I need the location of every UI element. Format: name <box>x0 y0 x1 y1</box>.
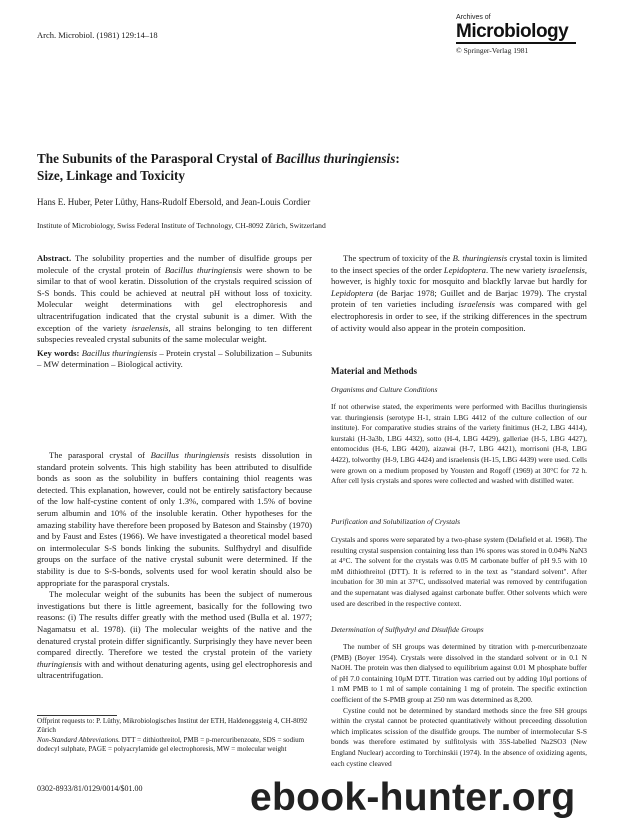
offprint-note: Offprint requests to: P. Lüthy, Mikrobiologisches Institut der ETH, Haldeneggsteig 4, CH-8092 Zürich <box>37 717 308 735</box>
abstract-text: , all strains belonging to ten different subspecies revealed crystal subunits of the same molecular weight. <box>37 322 312 345</box>
abstract-species: israelensis <box>131 322 169 333</box>
logo-rule <box>456 42 576 44</box>
title-line2: Size, Linkage and Toxicity <box>37 168 186 183</box>
logo-subtitle: Archives of <box>456 14 491 21</box>
introduction <box>37 450 312 682</box>
intro-text: The molecular weight of the subunits has been the subject of numerous investigations but there is little agreement, basically for the following two reasons: (i) The results differ greatly with the method used (Bulla et al. 1977; Nagamatsu et al. 1978). (ii) The molecular weights of the native and the denatured crystal protein differ significantly. Surprisingly they have never been compared directly. Therefore we tested the crystal protein of the variety <box>37 589 312 658</box>
title-species: Bacillus thuringiensis <box>275 151 396 166</box>
right-intro-species: israelensis <box>548 264 585 275</box>
issn-code: 0302-8933/81/0129/0014/$01.00 <box>37 784 143 793</box>
institute: Institute of Microbiology, Swiss Federal Institute of Technology, CH-8092 Zürich, Switzerland <box>37 221 326 230</box>
methods-heading: Material and Methods <box>331 366 417 376</box>
right-intro-species: israelensis <box>458 299 496 310</box>
title-colon: : <box>395 151 400 166</box>
right-intro-species: B. thuringiensis <box>452 253 508 263</box>
right-intro-text: . The new variety <box>485 264 549 275</box>
logo-title: Microbiology <box>456 21 569 42</box>
abstract-text: The solubility properties and the number of disulfide groups per molecule of the crystal protein of <box>37 253 312 275</box>
keywords-label: Key words: <box>37 347 80 358</box>
methods-paragraph: If not otherwise stated, the experiments were performed with Bacillus thuringiensis var. thuringiensis (serotype H-1, strain LBG 4412 of the culture collection of our institute). For comparative studies strains of the variety finitimus (H-2, LBG 4414), kurstaki (H-3a3b, LBG 4432), sotto (H-4, LBG 4429), galleriae (H-5, LBG 4427), entomocidus (H-6, LBG 4420), aizawai (H-7, LBG 4421), morrisoni (H-8, LBG 4422), tolworthy (H-9, LBG 4424) and israelensis (H-15, LBG 4439) were used. Cells were grown on a medium proposed by Yousten and Rogoff (1969) at 30°C for 72 h. After cell lysis crystals and spores were collected and washed with distilled water. <box>331 402 587 486</box>
copyright: © Springer-Verlag 1981 <box>456 46 529 55</box>
right-intro-species: Lepidoptera <box>331 287 374 298</box>
abstract-species: Bacillus thuringiensis <box>164 264 242 275</box>
intro-text: resists dissolution in standard protein solvents. This high stability has been attributed to disulfide bonds as soon as the solubility in buffers containing thiol reagents was detected. This explanation, however, could not be entirely satisfactory because of the low half-cystine content of only 1.3%, compared with 1.5% of bovine serum albumin and 10% of the insoluble keratin. Other hypotheses for the amazing stability have therefore been proposed by Bateson and Stainsby (1970) and by Faust and Estes (1966). We have investigated a theoretical model based on intermolecular S-S bonds linking the subunits. Sulfhydryl and disulfide groups on the surface of the native crystal subunit were determined. If the stability is due to S-S-bonds, solvents used for wool keratin should also be appropriate for the parasporal crystals. <box>37 450 312 588</box>
intro-species: Bacillus thuringiensis <box>150 450 230 460</box>
right-intro <box>331 253 587 334</box>
journal-logo <box>456 14 606 55</box>
right-intro-text: , however, is highly toxic for mosquito and blackfly larvae but hardly for <box>331 264 588 287</box>
methods-organisms-text <box>331 402 587 487</box>
abstract-text: were shown to be similar to that of wool keratin. Dissolution of the crystals required scission of S-S bonds. This could be achieved at neutral pH without loss of toxicity. Molecular weight determinations with gel electrophoresis and ultracentrifugation indicated that the crystal subunit is a dimer. With the exception of the variety <box>37 264 313 333</box>
article-title <box>37 150 597 184</box>
right-intro-species: Lepidoptera <box>443 264 486 275</box>
subheading-sulfhydryl: Determination of Sulfhydryl and Disulfide Groups <box>331 625 484 634</box>
methods-paragraph: Cystine could not be determined by standard methods since the free SH groups within the crystal cannot be protected quantitatively without preceeding dissolution which implicates scission of the disulfide groups. The number of intermolecular S-S bonds was therefore estimated by sulfitolysis with 35S-labelled Na2SO3 (New England Nuclear) according to Torchinskii (1974). In the absence of oxidizing agents, each cystine cleaved <box>331 705 587 768</box>
intro-text: The parasporal crystal of <box>49 450 151 460</box>
subheading-organisms: Organisms and Culture Conditions <box>331 385 438 394</box>
abstract <box>37 253 312 371</box>
right-intro-text: was compared with gel electrophoresis in order to see, if the striking differences in the spectrum of activity would also appear in the protein composition. <box>331 299 588 333</box>
methods-paragraph: Crystals and spores were separated by a two-phase system (Delafield et al. 1968). The resulting crystal suspension containing less than 1% spores was stored in 0.04% NaN3 at 4°C. The solvent for the crystals was 0.05 M carbonate buffer of pH 9.5 with 10 mM dithiothreitol (DTT). It is referred to in the text as "standard solvent". After incubation for 30 min at 37°C, undissolved material was removed by centrifugation and the supernatant was dialysed against carbonate buffer. Other solvents which were used are described in the respective context. <box>331 535 587 608</box>
right-intro-text: (de Barjac 1978; Guillet and de Barjac 1979). The crystal protein of ten varieties including <box>331 287 587 310</box>
title-prefix: The Subunits of the Parasporal Crystal of <box>37 151 273 166</box>
subheading-purification: Purification and Solubilization of Crystals <box>331 517 461 526</box>
intro-text: with and without denaturing agents, using gel electrophoresis and ultracentrifugation. <box>37 658 312 681</box>
abbreviations-text: DTT = dithiothreitol, PMB = p-mercuribenzoate, SDS = sodium dodecyl sulphate, PAGE = polyacrylamide gel electrophoresis, MW = molecular weight <box>37 735 305 754</box>
methods-purification-text <box>331 535 587 609</box>
authors: Hans E. Huber, Peter Lüthy, Hans-Rudolf Ebersold, and Jean-Louis Cordier <box>37 197 311 207</box>
footnote-rule <box>37 715 117 716</box>
methods-sulfhydryl-text <box>331 642 587 769</box>
intro-species: thuringiensis <box>37 658 82 669</box>
right-intro-text: The spectrum of toxicity of the <box>343 253 453 263</box>
abstract-label: Abstract. <box>37 253 72 263</box>
methods-paragraph: The number of SH groups was determined by titration with p-mercuribenzoate (PMB) (Boyer 1954). Crystals were dissolved in the standard solvent or in 0.1 N NaOH. The protein was then dialysed to equilibrium against 0.01 M phosphate buffer of pH 7.0 containing 10μM DTT. Titration was carried out by adding 10μl portions of 1 mM PMB to 1 ml of sample containing 1 mg of protein. The specific extinction coefficient of the S-PMB group at 250 nm was determined as 8,200. <box>331 642 587 704</box>
right-intro-text: crystal toxin is limited to the insect species of the order <box>331 253 588 275</box>
footnote <box>37 717 312 755</box>
keywords-species: Bacillus thuringiensis <box>81 347 158 358</box>
abbreviations-label: Non-Standard Abbreviations. <box>37 735 120 744</box>
keywords-text: – Protein crystal – Solubilization – Subunits – MW determination – Biological activity. <box>37 347 312 370</box>
watermark: ebook-hunter.org <box>250 776 576 819</box>
journal-reference: Arch. Microbiol. (1981) 129:14–18 <box>37 30 158 40</box>
